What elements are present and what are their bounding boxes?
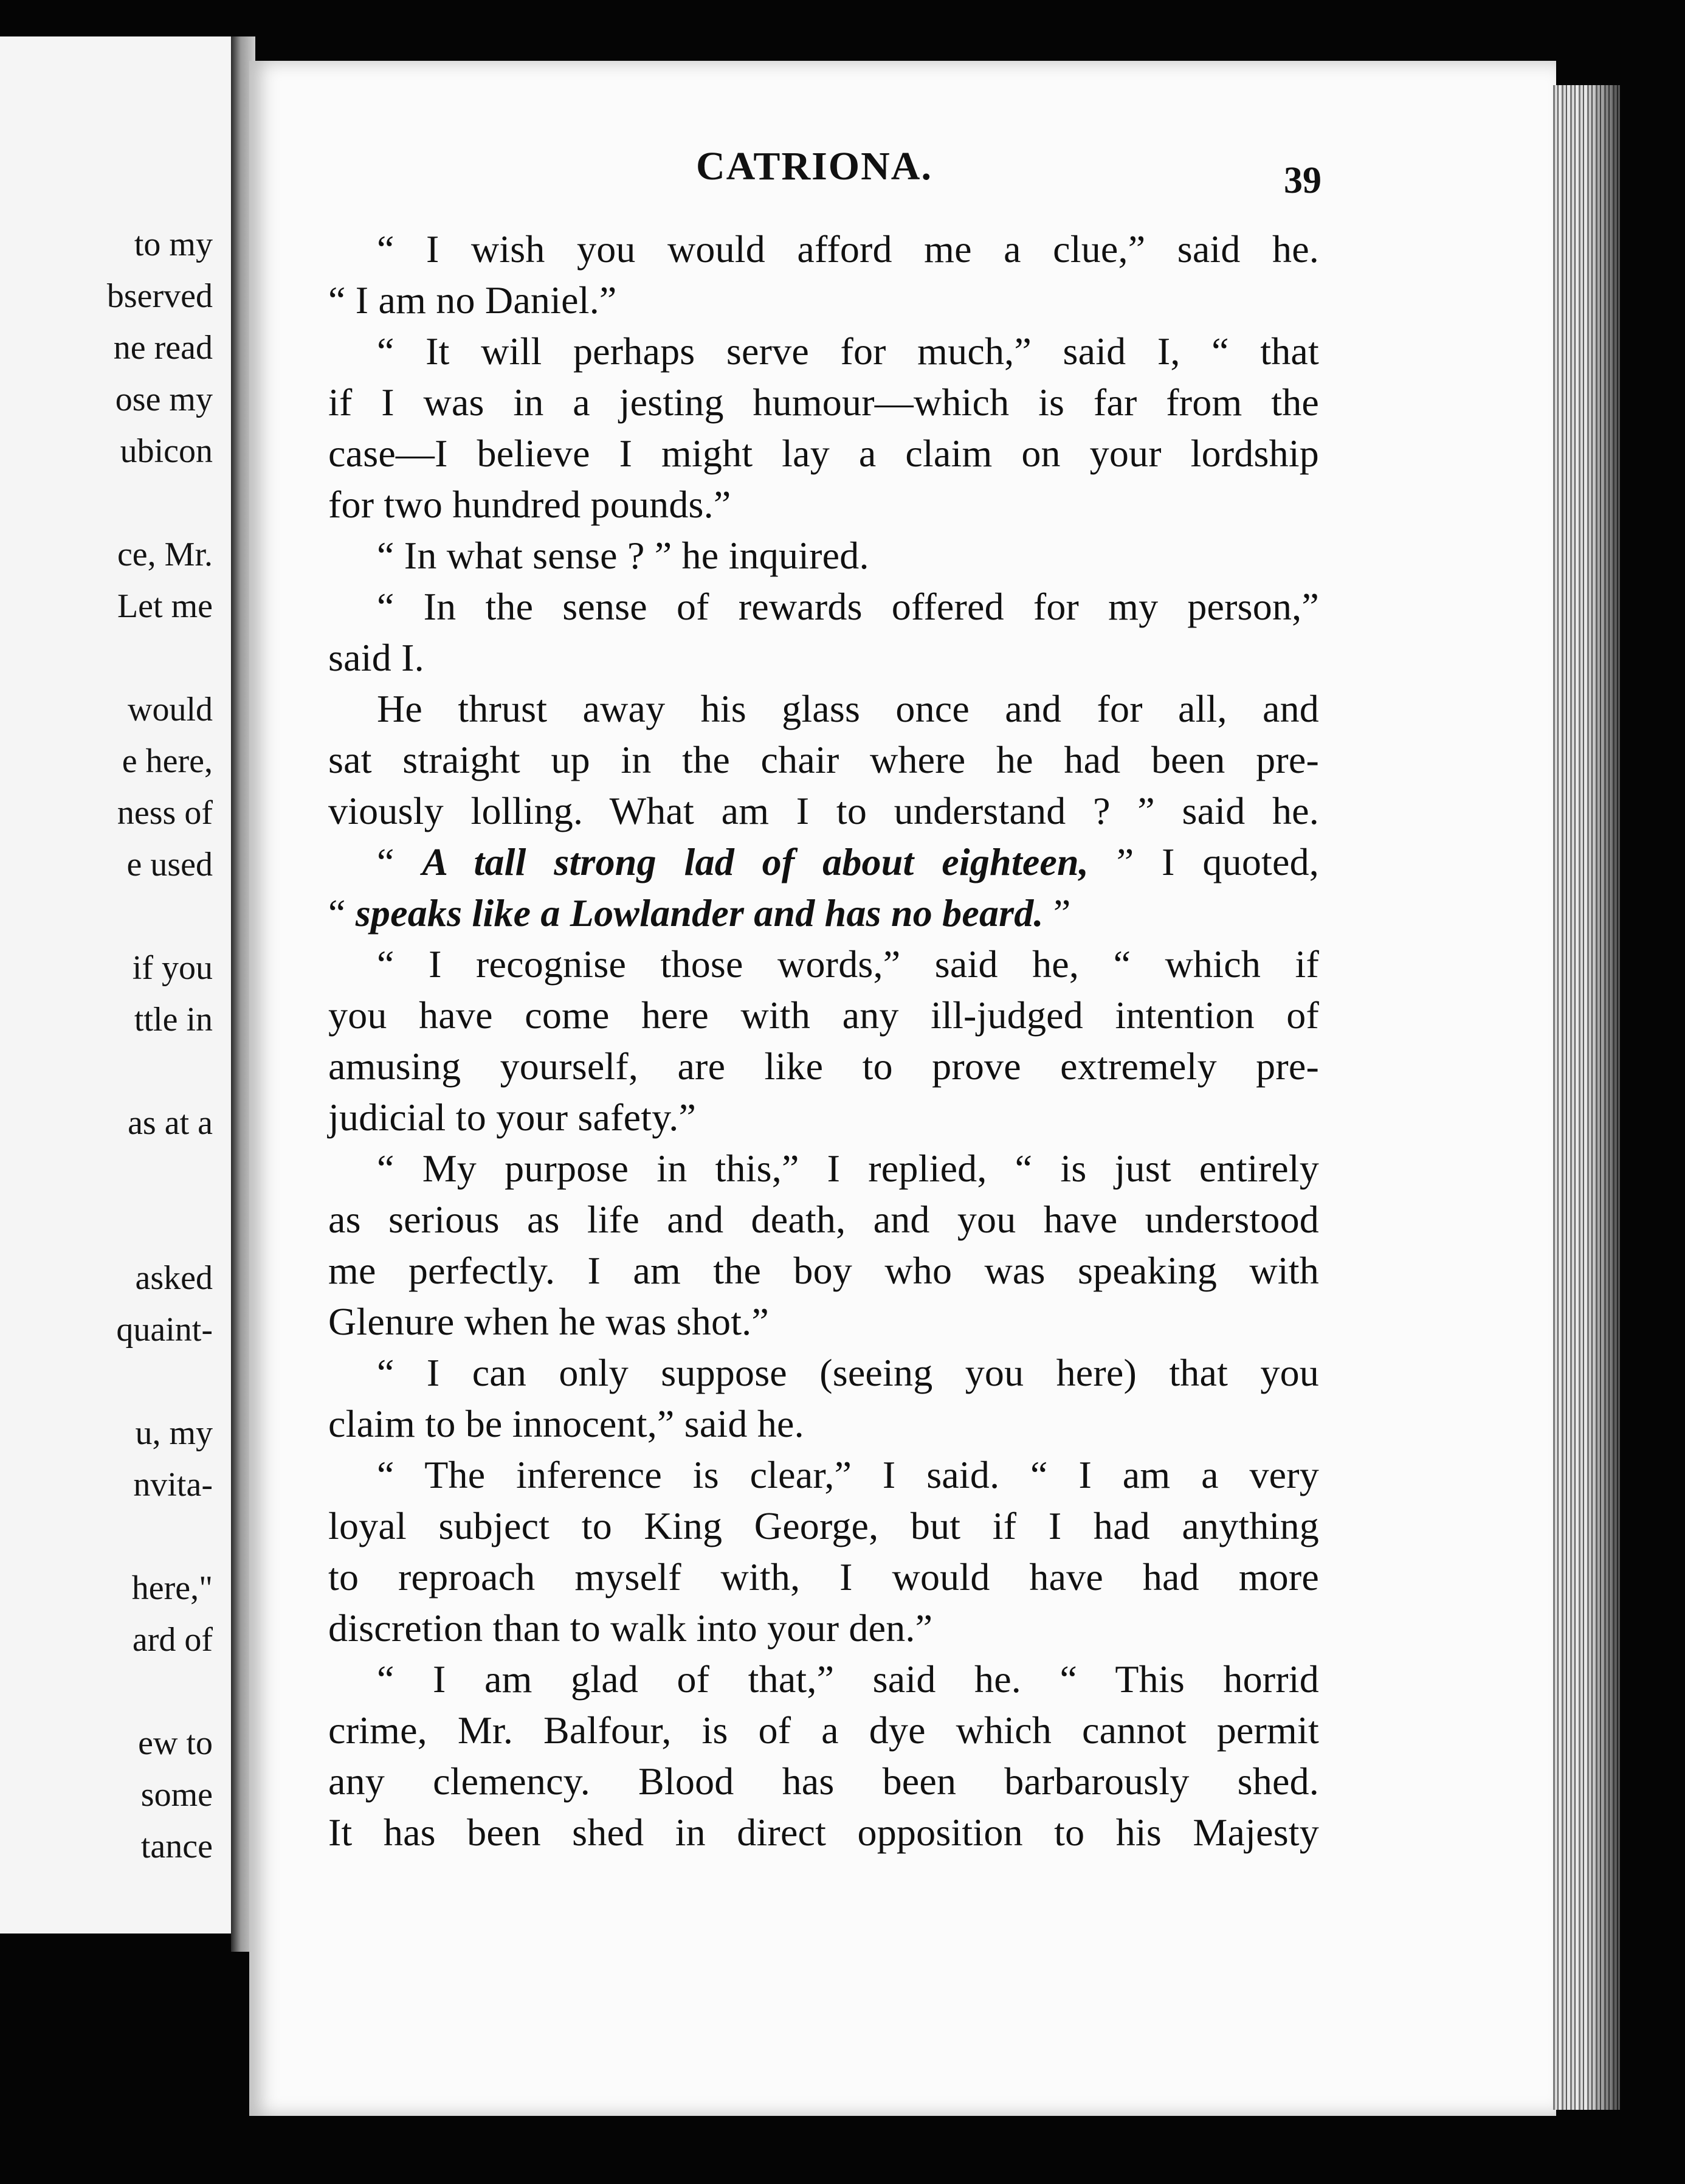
facing-page-line: some [140, 1776, 213, 1814]
text-line: discretion than to walk into your den.” [328, 1606, 933, 1650]
text-line: if I was in a jesting humour—which is far from the [328, 381, 1319, 424]
text-line: crime, Mr. Balfour, is of a dye which cannot permit [328, 1709, 1319, 1752]
text-line: viously lolling. What am I to understand ? ” said he. [328, 789, 1319, 832]
facing-page-line [0, 1356, 213, 1408]
facing-page-line: here," [131, 1569, 213, 1607]
facing-page-line [0, 1046, 213, 1097]
facing-page-line: e used [126, 846, 213, 883]
text-line: “ My purpose in this,” I replied, “ is just entirely [377, 1147, 1319, 1190]
text-line: He thrust away his glass once and for all, and [377, 687, 1319, 730]
facing-page-line [0, 477, 213, 529]
facing-page-line: ttle in [134, 1001, 213, 1038]
facing-page-line [0, 632, 213, 684]
text-line: “ I am no Daniel.” [328, 278, 617, 322]
facing-page-line: ce, Mr. [117, 536, 213, 573]
facing-page-line: ew to [138, 1724, 213, 1762]
facing-page-line [0, 1666, 213, 1718]
facing-page-line: bserved [106, 277, 213, 315]
facing-page-line: Let me [117, 587, 213, 625]
text-line: “ I recognise those words,” said he, “ which if [377, 942, 1319, 986]
facing-page-line: asked [135, 1259, 213, 1297]
page-body-text [328, 224, 1319, 1858]
facing-page-line: quaint- [116, 1311, 213, 1349]
facing-page-line: if you [132, 949, 213, 987]
text-line-suffix: ” I quoted, [1089, 840, 1320, 883]
text-line-prefix: “ [377, 840, 422, 883]
running-head: CATRIONA. [696, 144, 932, 188]
text-line: “ In what sense ? ” he inquired. [377, 534, 869, 577]
text-line: “ I can only suppose (seeing you here) that you [377, 1351, 1319, 1394]
text-line: “ I wish you would afford me a clue,” said he. [377, 227, 1319, 271]
facing-page-left [0, 36, 234, 1933]
text-line: It has been shed in direct opposition to his Majesty [328, 1811, 1319, 1854]
text-line: claim to be innocent,” said he. [328, 1402, 804, 1445]
text-line: “ The inference is clear,” I said. “ I am a very [377, 1453, 1319, 1496]
text-line: sat straight up in the chair where he had been pre- [328, 738, 1319, 781]
text-line: as serious as life and death, and you have understood [328, 1198, 1319, 1241]
quoted-description-italic: speaks like a Lowlander and has no beard. [355, 891, 1044, 935]
text-line: me perfectly. I am the boy who was speaking with [328, 1249, 1319, 1292]
facing-page-line: to my [134, 226, 213, 263]
text-line [328, 837, 1319, 888]
text-line: “ In the sense of rewards offered for my person,” [377, 585, 1319, 628]
facing-page-line: tance [140, 1828, 213, 1865]
facing-page-line: as at a [128, 1104, 213, 1142]
text-line: “ It will perhaps serve for much,” said I, “ that [377, 330, 1319, 373]
text-line: any clemency. Blood has been barbarously shed. [328, 1760, 1319, 1803]
text-line: “ I am glad of that,” said he. “ This horrid [377, 1657, 1319, 1701]
facing-page-line: ose my [115, 381, 213, 418]
text-line: said I. [328, 636, 424, 679]
text-line: for two hundred pounds.” [328, 483, 731, 526]
text-line: amusing yourself, are like to prove extremely pre- [328, 1045, 1319, 1088]
quoted-description-italic: A tall strong lad of about eighteen, [422, 840, 1089, 883]
facing-page-line: ubicon [120, 432, 213, 470]
text-line: you have come here with any ill-judged intention of [328, 994, 1319, 1037]
facing-page-line: ard of [132, 1621, 213, 1659]
text-line-suffix: ” [1043, 891, 1071, 935]
text-line [328, 888, 1319, 939]
text-line: loyal subject to King George, but if I had anything [328, 1504, 1319, 1547]
facing-page-line [0, 1201, 213, 1253]
facing-page-line: would [128, 691, 213, 728]
facing-page-line [0, 891, 213, 942]
facing-page-line [0, 1511, 213, 1563]
page-number: 39 [1284, 160, 1321, 201]
text-line: judicial to your safety.” [328, 1096, 697, 1139]
text-line: case—I believe I might lay a claim on your lordship [328, 432, 1319, 475]
facing-page-line: nvita- [133, 1466, 213, 1504]
facing-page-line: e here, [122, 742, 213, 780]
facing-page-line: ness of [117, 794, 213, 832]
facing-page-text [0, 219, 213, 1873]
page-edges-shadow [1587, 85, 1620, 2110]
facing-page-line: u, my [135, 1414, 213, 1452]
text-line: to reproach myself with, I would have had more [328, 1555, 1319, 1598]
facing-page-line: ne read [113, 329, 213, 367]
text-line: Glenure when he was shot.” [328, 1300, 769, 1343]
text-line-prefix: “ [328, 891, 356, 935]
facing-page-line [0, 1149, 213, 1201]
